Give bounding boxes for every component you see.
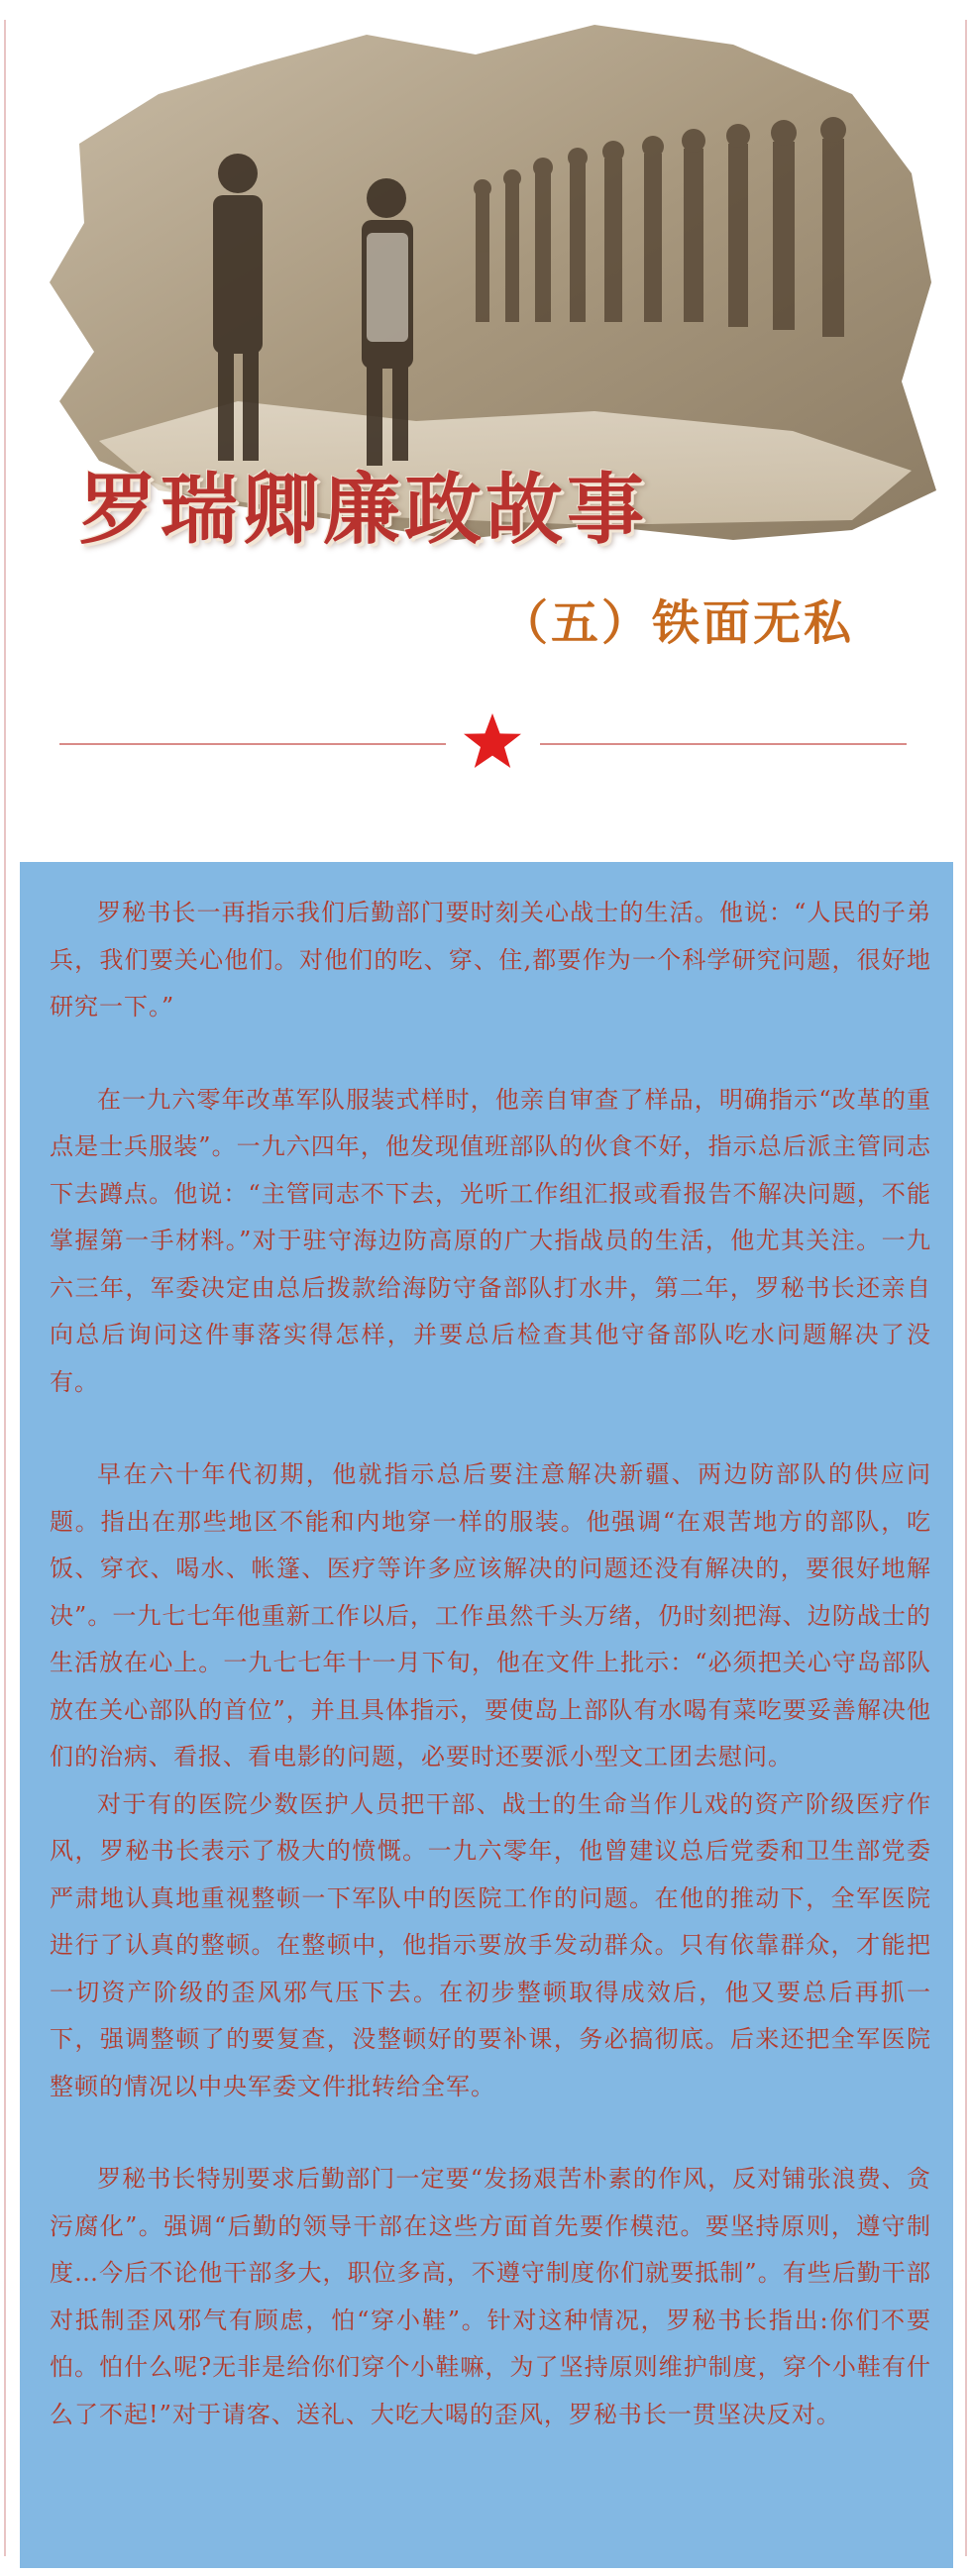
- article-panel: [20, 862, 953, 2568]
- page-subtitle: （五）铁面无私: [500, 595, 855, 651]
- divider-right: [540, 743, 907, 745]
- right-border: [965, 20, 967, 2556]
- header-photo: [40, 25, 946, 560]
- left-border: [4, 20, 6, 2556]
- paragraph-4: 对于有的医院少数医护人员把干部、战士的生命当作儿戏的资产阶级医疗作风，罗秘书长表示了极大的愤慨。一九六零年，他曾建议总后党委和卫生部党委严肃地认真地重视整顿一下军队中的医院工作的问题。在他的推动下，全军医院进行了认真的整顿。在整顿中，他指示要放手发动群众。只有依靠群众，才能把一切资产阶级的歪风邪气压下去。在初步整顿取得成效后，他又要总后再抓一下，强调整顿了的要复查，没整顿好的要补课，务必搞彻底。后来还把全军医院整顿的情况以中央军委文件批转给全军。: [50, 1789, 931, 2100]
- red-star-icon: [461, 709, 524, 773]
- divider-left: [59, 743, 446, 745]
- paragraph-2: 在一九六零年改革军队服装式样时，他亲自审查了样品，明确指示“改革的重点是士兵服装”。一九六四年，他发现值班部队的伙食不好，指示总后派主管同志下去蹲点。他说：“主管同志不下去，光听工作组汇报或看报告不解决问题，不能掌握第一手材料。”对于驻守海边防高原的广大指战员的生活，他尤其关注。一九六三年，军委决定由总后拨款给海防守备部队打水井，第二年，罗秘书长还亲自向总后询问这件事落实得怎样，并要总后检查其他守备部队吃水问题解决了没有。: [50, 1085, 931, 1396]
- paragraph-1: 罗秘书长一再指示我们后勤部门要时刻关心战士的生活。他说：“人民的子弟兵，我们要关心他们。对他们的吃、穿、住,都要作为一个科学研究问题，很好地研究一下。”: [50, 899, 931, 1020]
- page-title: 罗瑞卿廉政故事: [79, 466, 649, 555]
- paragraph-3: 早在六十年代初期，他就指示总后要注意解决新疆、两边防部队的供应问题。指出在那些地区不能和内地穿一样的服装。他强调“在艰苦地方的部队，吃饭、穿衣、喝水、帐篷、医疗等许多应该解决的问题还没有解决的，要很好地解决”。一九七七年他重新工作以后，工作虽然千头万绪，仍时刻把海、边防战士的生活放在心上。一九七七年十一月下旬，他在文件上批示：“必须把关心守岛部队放在关心部队的首位”，并且具体指示，要使岛上部队有水喝有菜吃要妥善解决他们的治病、看报、看电影的问题，必要时还要派小型文工团去慰问。: [50, 1460, 931, 1771]
- paragraph-5: 罗秘书长特别要求后勤部门一定要“发扬艰苦朴素的作风，反对铺张浪费、贪污腐化”。强调“后勤的领导干部在这些方面首先要作模范。要坚持原则，遵守制度…今后不论他干部多大，职位多高，不遵守制度你们就要抵制”。有些后勤干部对抵制歪风邪气有顾虑，怕“穿小鞋”。针对这种情况，罗秘书长指出:你们不要怕。怕什么呢?无非是给你们穿个小鞋嘛，为了坚持原则维护制度，穿个小鞋有什么了不起!”对于请客、送礼、大吃大喝的歪风，罗秘书长一贯坚决反对。: [50, 2165, 931, 2428]
